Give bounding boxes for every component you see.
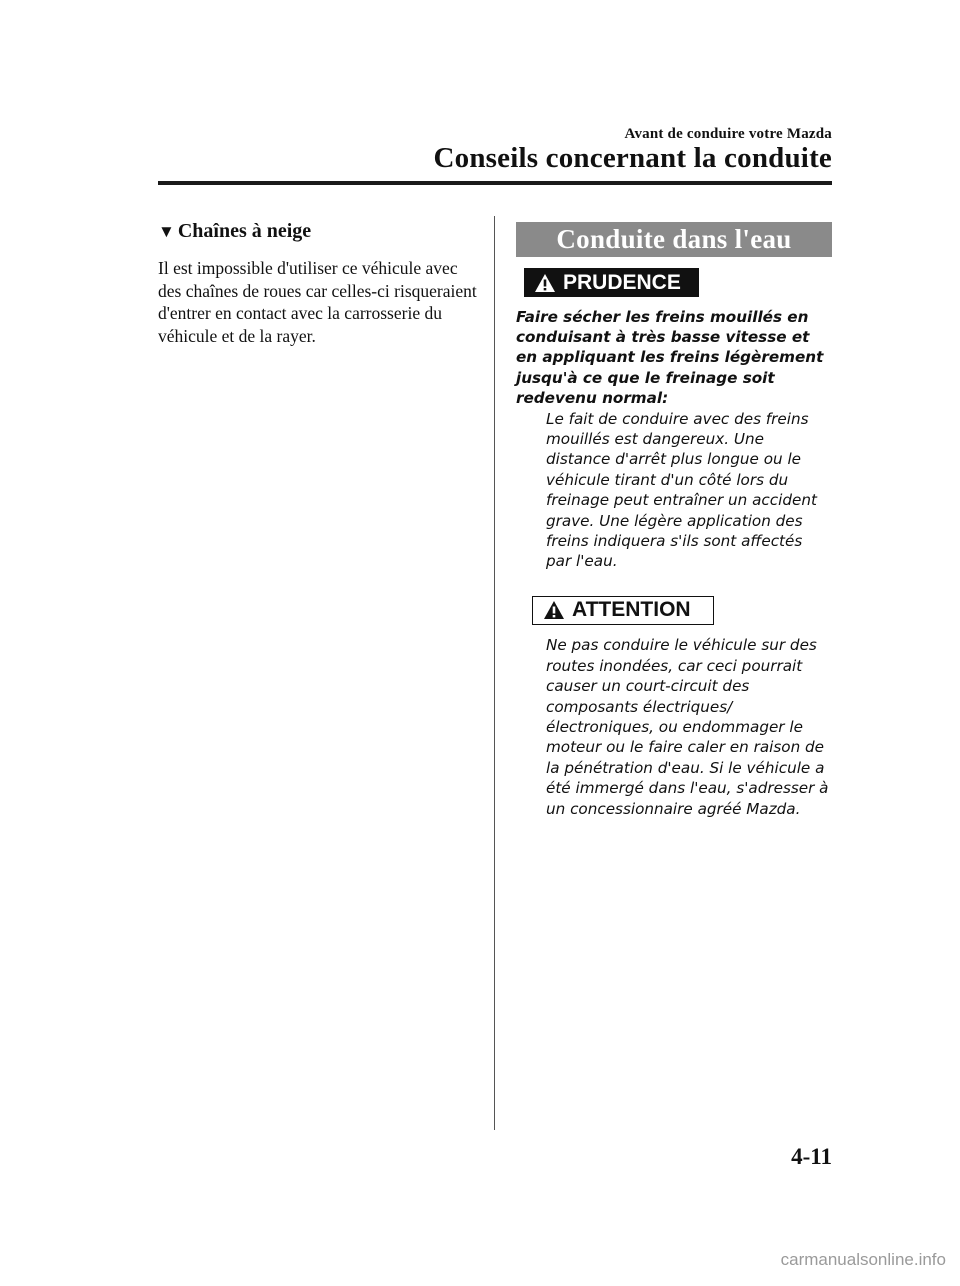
attention-badge — [532, 596, 714, 625]
right-column — [516, 222, 832, 819]
chapter-title: Conseils concernant la conduite — [433, 142, 832, 174]
chapter-subtitle: Avant de conduire votre Mazda — [624, 126, 832, 142]
page-number: 4-11 — [791, 1144, 832, 1169]
column-divider — [494, 216, 495, 1130]
prudence-body: Le fait de conduire avec des freins mouillés est dangereux. Une distance d'arrêt plus longue ou le véhicule tirant d'un côté lors du freinage peut entraîner un accident grave. Une légère application des freins indiquera s'ils sont affectés par l'eau. — [546, 409, 817, 571]
triangle-down-icon: ▼ — [158, 221, 175, 241]
section-title-bar: Conduite dans l'eau — [516, 222, 832, 257]
header-rule — [158, 181, 832, 185]
warning-triangle-icon — [543, 600, 565, 620]
attention-body: Ne pas conduire le véhicule sur des routes inondées, car ceci pourrait causer un court-circuit des composants électriques/ électroniques, ou endommager le moteur ou le faire caler en raison de la pénétration d'eau. Si le véhicule a été immergé dans l'eau, s'adresser à un concessionnaire agréé Mazda. — [546, 636, 829, 818]
prudence-label: PRUDENCE — [563, 270, 681, 294]
snow-chains-heading-text: Chaînes à neige — [177, 220, 312, 242]
warning-triangle-icon — [534, 273, 556, 293]
prudence-lead: Faire sécher les freins mouillés en conduisant à très basse vitesse et en appliquant les freins légèrement jusqu'à ce que le freinage soit redevenu normal: — [516, 307, 824, 408]
snow-chains-body: Il est impossible d'utiliser ce véhicule avec des chaînes de roues car celles-ci risqueraient d'entrer en contact avec la carrosserie du véhicule et de la rayer. — [158, 258, 477, 346]
prudence-badge — [524, 268, 699, 297]
left-column — [158, 220, 478, 347]
watermark-text: carmanualsonline.info — [780, 1250, 946, 1269]
snow-chains-heading — [158, 220, 478, 243]
attention-label: ATTENTION — [572, 598, 691, 622]
